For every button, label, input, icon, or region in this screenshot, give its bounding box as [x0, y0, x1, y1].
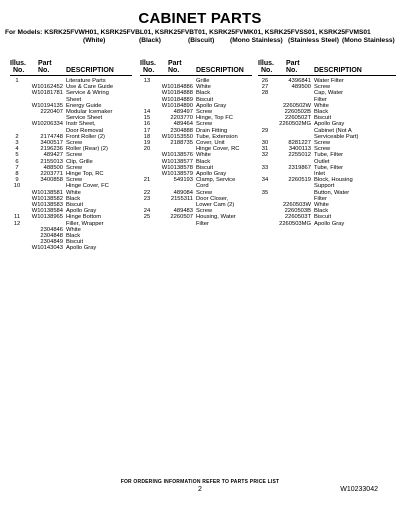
illus-number: 22: [143, 189, 151, 196]
description-line: Screw: [196, 121, 213, 128]
part-description: [314, 152, 396, 164]
parts-column-1: [10, 60, 132, 252]
description-line: Hinge Cover, FC: [66, 183, 109, 190]
description-line: White: [314, 102, 329, 109]
part-description: [314, 165, 396, 177]
part-row: [10, 90, 132, 102]
illus-number: 26: [261, 78, 269, 84]
description-line: Housing, Water: [196, 214, 236, 221]
part-number: 489427: [43, 152, 63, 159]
description-line: Hinge, Top FC: [196, 115, 233, 122]
description-line: Serviceable Part): [314, 133, 359, 140]
part-description: [196, 214, 252, 226]
part-number: 2155013: [40, 158, 63, 165]
part-number: 2260502W: [282, 102, 311, 109]
part-number: 2260502T: [284, 115, 311, 122]
description-line: Modular Icemaker: [66, 109, 113, 116]
color-label: (Mono Stainless): [230, 37, 283, 44]
part-number: W10138576: [161, 152, 193, 159]
description-line: White: [66, 226, 81, 233]
description-line: Clip, Grille: [66, 158, 93, 165]
description-line: Screw: [66, 140, 83, 147]
header-illus: Illus.: [10, 60, 26, 67]
description-line: Roller (Rear) (2): [66, 146, 108, 153]
description-line: Black: [66, 195, 81, 202]
description-line: Clamp, Service: [196, 177, 236, 184]
illus-number: 2: [15, 133, 19, 140]
part-row: [258, 90, 396, 102]
model-colors: [5, 37, 397, 45]
part-number: 2260503MG: [279, 220, 311, 227]
illus-number: 35: [261, 189, 269, 196]
description-line: White: [196, 84, 211, 91]
part-number: W10153550: [161, 133, 193, 140]
description-line: Screw: [314, 140, 331, 147]
description-line: Tube, Filter: [314, 164, 344, 171]
description-line: Screw: [314, 146, 331, 153]
header-illus: Illus.: [140, 60, 156, 67]
part-number: W10143043: [31, 245, 63, 252]
part-number: 3400858: [40, 177, 63, 184]
illus-number: 31: [261, 146, 269, 153]
part-number: 2319867: [288, 164, 311, 171]
illus-number: 1: [15, 78, 19, 84]
part-row: [258, 190, 396, 202]
part-number: W10184890: [161, 102, 193, 109]
description-line: Filter: [314, 96, 327, 103]
illus-number: 11: [13, 214, 21, 221]
illus-number: 20: [143, 146, 151, 153]
part-number: 2260503B: [284, 208, 311, 215]
description-line: Black: [196, 158, 211, 165]
illus-number: 17: [143, 127, 151, 134]
description-line: Water Filter: [314, 78, 344, 84]
part-number: 2260503W: [282, 202, 311, 209]
part-description: [314, 177, 396, 189]
part-description: [196, 196, 252, 208]
part-number: 2260507: [170, 214, 193, 221]
part-number: 3400113: [288, 146, 311, 153]
part-number: W10194135: [31, 102, 63, 109]
part-row: [140, 196, 252, 208]
header-rule: [10, 75, 132, 76]
part-number: W10138583: [31, 202, 63, 209]
description-line: Literature Parts: [66, 78, 106, 84]
description-line: Black: [66, 233, 81, 240]
description-line: Cabinet (Not A: [314, 127, 352, 134]
part-number: 2188735: [170, 140, 193, 147]
description-line: Black: [314, 208, 329, 215]
part-row: [10, 109, 132, 121]
description-line: Hinge Top, RC: [66, 171, 104, 178]
illus-number: 5: [15, 152, 19, 159]
description-line: White: [314, 202, 329, 209]
description-line: Biscuit: [66, 239, 84, 246]
description-line: Apollo Gray: [66, 245, 97, 252]
illus-number: 14: [143, 109, 151, 116]
illus-number: 4: [15, 146, 19, 153]
description-line: Filter: [196, 220, 209, 227]
color-label: (Black): [139, 37, 161, 44]
part-number: W10138581: [31, 189, 63, 196]
description-line: White: [196, 152, 211, 159]
illus-number: 9: [15, 177, 19, 184]
part-number: 549193: [173, 177, 193, 184]
header-illus-no: No.: [13, 67, 25, 74]
description-line: Tube, Filter: [314, 152, 344, 159]
description-line: Filler, Wrapper: [66, 220, 104, 227]
color-label: (Biscuit): [188, 37, 215, 44]
part-description: [66, 121, 132, 133]
illus-number: 21: [143, 177, 151, 184]
part-number: W10184888: [161, 90, 193, 97]
part-number: W10184889: [161, 96, 193, 103]
header-part: Part: [168, 60, 182, 67]
description-line: Instr Sheet,: [66, 121, 96, 128]
part-number: W10138965: [31, 214, 63, 221]
part-number: W10184886: [161, 84, 193, 91]
description-line: Outlet: [314, 158, 330, 165]
description-line: Biscuit: [196, 164, 214, 171]
illus-number: 3: [15, 140, 19, 147]
header-part-no: No.: [38, 67, 50, 74]
description-line: Tube, Extension: [196, 133, 238, 140]
models-line: For Models: KSRK25FVWH01, KSRK25FVBL01, KSRK25FVBT01, KSRK25FVMK01, KSRK25FVSS01, KSRK25FVMS01: [5, 29, 371, 36]
header-description: DESCRIPTION: [196, 67, 244, 74]
illus-number: 15: [143, 115, 151, 122]
part-description: [66, 90, 132, 102]
part-number: W10138579: [161, 171, 193, 178]
part-number: 489464: [173, 121, 193, 128]
illus-number: 10: [13, 183, 21, 190]
description-line: Door Closer,: [196, 195, 229, 202]
illus-number: 8: [15, 171, 19, 178]
part-row: [140, 214, 252, 226]
part-row: [140, 177, 252, 189]
illus-number: 28: [261, 90, 269, 97]
part-number: 4396841: [288, 78, 311, 84]
description-line: Lower Cam (2): [196, 202, 235, 209]
parts-column-3: [258, 60, 396, 227]
part-number: W10162452: [31, 84, 63, 91]
column-header: [10, 60, 132, 74]
header-description: DESCRIPTION: [314, 67, 362, 74]
column-header: [140, 60, 252, 74]
description-line: Cord: [196, 183, 209, 190]
description-line: Energy Guide: [66, 102, 102, 109]
description-line: Screw: [196, 109, 213, 116]
part-description: [66, 245, 132, 251]
part-number: 2304888: [170, 127, 193, 134]
description-line: Use & Care Guide: [66, 84, 114, 91]
part-description: [196, 177, 252, 189]
description-line: Black: [196, 90, 211, 97]
description-line: Support: [314, 183, 335, 190]
illus-number: 25: [143, 214, 151, 221]
description-line: Biscuit: [314, 115, 332, 122]
illus-number: 12: [13, 220, 21, 227]
header-part-no: No.: [168, 67, 180, 74]
part-number: W10181781: [31, 90, 63, 97]
color-label: (Stainless Steel): [288, 37, 339, 44]
header-rule: [258, 75, 396, 76]
description-line: Inlet: [314, 171, 325, 178]
color-label: (Mono Stainless): [342, 37, 395, 44]
part-number: 2304849: [40, 239, 63, 246]
part-number: 2203770: [170, 115, 193, 122]
part-row: [10, 245, 132, 251]
description-line: Screw: [66, 164, 83, 171]
part-number: W10206334: [31, 121, 63, 128]
part-number: 489500: [291, 84, 311, 91]
part-number: 489497: [173, 109, 193, 116]
illus-number: 23: [143, 195, 151, 202]
illus-number: 13: [143, 78, 151, 84]
part-number: 2260502B: [284, 109, 311, 116]
part-number: 2255012: [288, 152, 311, 159]
description-line: Apollo Gray: [196, 102, 227, 109]
page-number: 2: [198, 486, 202, 493]
illus-number: 33: [261, 164, 269, 171]
description-line: White: [66, 189, 81, 196]
description-line: Front Roller (2): [66, 133, 105, 140]
header-part: Part: [286, 60, 300, 67]
description-line: Apollo Gray: [314, 220, 345, 227]
description-line: Screw: [314, 84, 331, 91]
illus-number: 32: [261, 152, 269, 159]
description-line: Service Sheet: [66, 115, 103, 122]
part-number: 2304846: [40, 226, 63, 233]
illus-number: 34: [261, 177, 269, 184]
part-description: [314, 221, 396, 227]
description-line: Screw: [66, 177, 83, 184]
part-number: 2260503T: [284, 214, 311, 221]
description-line: Screw: [66, 152, 83, 159]
illus-number: 29: [261, 127, 269, 134]
part-row: [258, 177, 396, 189]
description-line: Hinge Cover, RC: [196, 146, 240, 153]
part-description: [314, 190, 396, 202]
illus-number: 19: [143, 140, 151, 147]
description-line: Block, Housing: [314, 177, 353, 184]
header-illus: Illus.: [258, 60, 274, 67]
part-number: W10138578: [161, 164, 193, 171]
color-label: (White): [83, 37, 106, 44]
header-rule: [140, 75, 252, 76]
illus-number: 30: [261, 140, 269, 147]
description-line: Apollo Gray: [314, 121, 345, 128]
part-number: 2304848: [40, 233, 63, 240]
part-number: 489084: [173, 189, 193, 196]
part-number: W10138582: [31, 195, 63, 202]
part-number: 2203771: [40, 171, 63, 178]
header-part-no: No.: [286, 67, 298, 74]
description-line: Grille: [196, 78, 210, 84]
description-line: Biscuit: [196, 96, 214, 103]
ordering-note: FOR ORDERING INFORMATION REFER TO PARTS PRICE LIST: [120, 479, 280, 485]
model-list: [5, 29, 397, 45]
part-description: [66, 109, 132, 121]
part-row: [258, 128, 396, 140]
part-number: 8281227: [288, 140, 311, 147]
page-title: CABINET PARTS: [138, 10, 262, 27]
illus-number: 7: [15, 164, 19, 171]
description-line: Cover, Unit: [196, 140, 225, 147]
header-illus-no: No.: [261, 67, 273, 74]
part-description: [314, 128, 396, 140]
part-number: 2155311: [170, 195, 193, 202]
part-description: [314, 90, 396, 102]
description-line: Screw: [196, 208, 213, 215]
description-line: Hinge Bottom: [66, 214, 102, 221]
part-number: 2196236: [40, 146, 63, 153]
header-illus-no: No.: [143, 67, 155, 74]
description-line: Button, Water: [314, 189, 350, 196]
part-number: 488500: [43, 164, 63, 171]
part-number: W10138584: [31, 208, 63, 215]
description-line: Apollo Gray: [196, 171, 227, 178]
part-row: [10, 121, 132, 133]
illus-number: 27: [261, 84, 269, 91]
description-line: Biscuit: [314, 214, 332, 221]
description-line: Biscuit: [66, 202, 84, 209]
description-line: Apollo Gray: [66, 208, 97, 215]
part-row: [258, 221, 396, 227]
description-line: Service & Wiring: [66, 90, 109, 97]
part-row: [258, 165, 396, 177]
part-number: 3400517: [40, 140, 63, 147]
part-number: 2220407: [40, 109, 63, 116]
header-description: DESCRIPTION: [66, 67, 114, 74]
illus-number: 6: [15, 158, 19, 165]
illus-number: 24: [143, 208, 151, 215]
header-part: Part: [38, 60, 52, 67]
parts-column-2: [140, 60, 252, 227]
part-number: W10138577: [161, 158, 193, 165]
part-row: [258, 152, 396, 164]
description-line: Sheet: [66, 96, 82, 103]
part-number: 489483: [173, 208, 193, 215]
part-number: 2174748: [40, 133, 63, 140]
description-line: Black: [314, 109, 329, 116]
description-line: Door Removal: [66, 127, 104, 134]
description-line: Filter: [314, 195, 327, 202]
description-line: Drain Fitting: [196, 127, 228, 134]
description-line: Cap, Water: [314, 90, 344, 97]
column-header: [258, 60, 396, 74]
illus-number: 18: [143, 133, 151, 140]
part-number: 2260519: [288, 177, 311, 184]
part-number: 2260502MG: [279, 121, 311, 128]
description-line: Screw: [196, 189, 213, 196]
document-number: W10233042: [340, 486, 378, 493]
illus-number: 16: [143, 121, 151, 128]
